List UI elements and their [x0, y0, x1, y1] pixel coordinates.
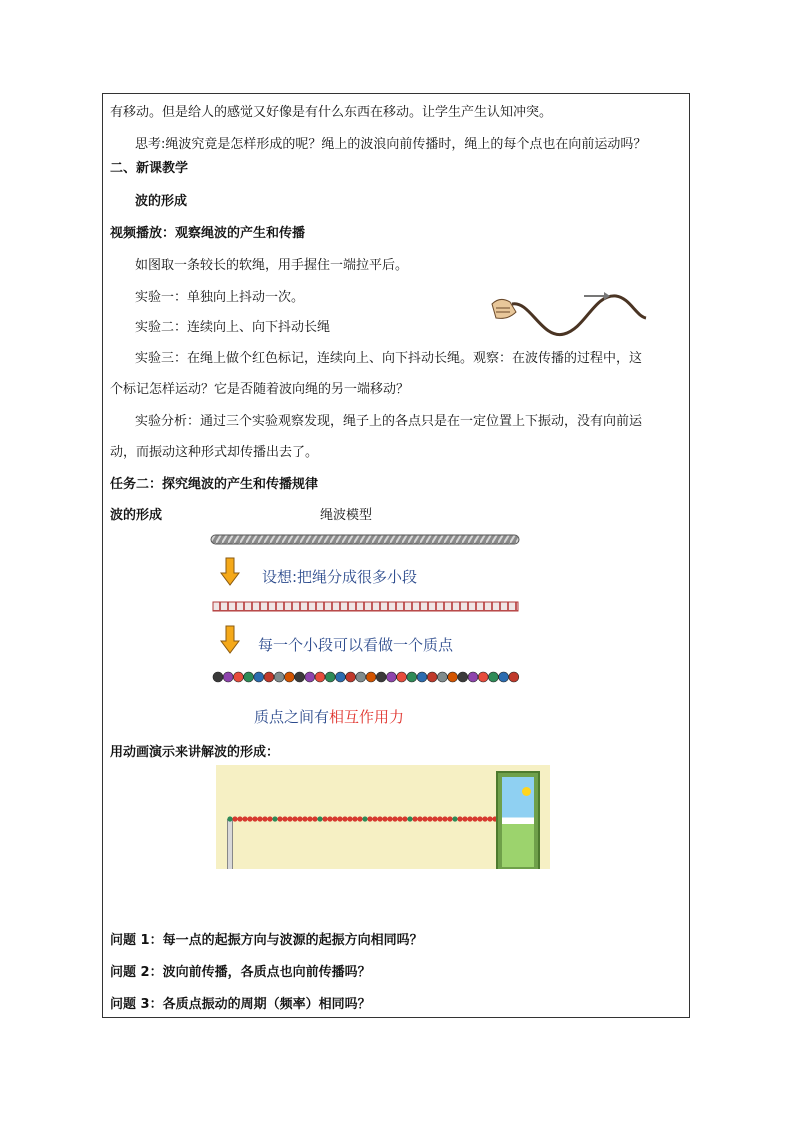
scene-particle	[342, 816, 347, 821]
scene-particle	[227, 816, 232, 821]
gray-rope-icon	[210, 533, 520, 547]
scene-particle	[482, 816, 487, 821]
scene-particle	[302, 816, 307, 821]
scene-particle	[272, 816, 277, 821]
particle-bead	[468, 672, 478, 682]
scene-particle	[347, 816, 352, 821]
particle-bead	[458, 672, 468, 682]
interaction-force-note	[254, 706, 404, 727]
scene-particle	[237, 816, 242, 821]
particle-bead	[488, 672, 498, 682]
scene-particle	[397, 816, 402, 821]
down-arrow-icon	[220, 625, 240, 655]
scene-particle	[257, 816, 262, 821]
scene-particle	[467, 816, 472, 821]
wave-source-post	[227, 819, 233, 869]
scene-particle	[442, 816, 447, 821]
scene-particle	[357, 816, 362, 821]
scene-particle	[477, 816, 482, 821]
scene-particle	[232, 816, 237, 821]
question-2: 问题 2：波向前传播，各质点也向前传播吗？	[110, 965, 371, 980]
particle-bead	[397, 672, 407, 682]
particle-beads-icon	[212, 670, 522, 684]
scene-particle	[267, 816, 272, 821]
scene-particle	[317, 816, 322, 821]
particle-bead	[254, 672, 264, 682]
scene-particle	[372, 816, 377, 821]
interaction-force-prefix: 质点之间有	[254, 708, 330, 726]
scene-particle	[277, 816, 282, 821]
particle-bead	[233, 672, 243, 682]
scene-particle	[417, 816, 422, 821]
scene-particle	[252, 816, 257, 821]
scene-particle	[287, 816, 292, 821]
scene-particle	[247, 816, 252, 821]
wave-animation-scene	[216, 765, 550, 869]
particle-bead	[386, 672, 396, 682]
heading-new-lesson: 二、新课教学	[110, 161, 189, 176]
scene-particle	[422, 816, 427, 821]
particle-bead	[499, 672, 509, 682]
scene-particle	[262, 816, 267, 821]
scene-particle	[322, 816, 327, 821]
particle-bead	[448, 672, 458, 682]
down-arrow-icon	[220, 557, 240, 587]
scene-particle	[297, 816, 302, 821]
scene-particle	[412, 816, 417, 821]
hand-icon	[492, 299, 516, 318]
particle-bead	[284, 672, 294, 682]
paragraph-cognitive-conflict: 有移动。但是给人的感觉又好像是有什么东西在移动。让学生产生认知冲突。	[110, 105, 553, 120]
scene-particle	[352, 816, 357, 821]
paragraph-setup: 如图取一条较长的软绳，用手握住一端拉平后。	[135, 258, 409, 273]
particle-bead	[366, 672, 376, 682]
heading-wave-formation-2: 波的形成	[110, 508, 163, 523]
particle-bead	[478, 672, 488, 682]
particle-bead	[213, 672, 223, 682]
scene-particle	[387, 816, 392, 821]
experiment-2: 实验二：连续向上、向下抖动长绳	[135, 320, 331, 335]
experiment-3-line1: 实验三：在绳上做个红色标记，连续向上、向下抖动长绳。观察：在波传播的过程中，这	[135, 351, 643, 366]
experiment-3-line2: 个标记怎样运动？它是否随着波向绳的另一端移动？	[110, 382, 410, 397]
scene-particle	[312, 816, 317, 821]
window-icon	[496, 771, 540, 869]
scene-particle	[462, 816, 467, 821]
particle-bead	[437, 672, 447, 682]
particle-bead	[407, 672, 417, 682]
question-1: 问题 1：每一点的起振方向与波源的起振方向相同吗？	[110, 933, 423, 948]
scene-particle	[362, 816, 367, 821]
scene-particle	[427, 816, 432, 821]
scene-particle	[337, 816, 342, 821]
scene-particle	[452, 816, 457, 821]
scene-particle	[377, 816, 382, 821]
idea-divide-rope: 设想:把绳分成很多小段	[262, 568, 418, 586]
particle-bead	[376, 672, 386, 682]
particle-bead	[417, 672, 427, 682]
scene-particle	[282, 816, 287, 821]
heading-video-play: 视频播放：观察绳波的产生和传播	[110, 226, 306, 241]
particle-bead	[274, 672, 284, 682]
scene-particle	[437, 816, 442, 821]
scene-particle	[242, 816, 247, 821]
particle-bead	[509, 672, 519, 682]
scene-particle	[447, 816, 452, 821]
scene-particle	[432, 816, 437, 821]
particle-bead	[356, 672, 366, 682]
particle-bead	[305, 672, 315, 682]
scene-particle	[457, 816, 462, 821]
heading-task-two: 任务二：探究绳波的产生和传播规律	[110, 477, 319, 492]
paragraph-think-question: 思考:绳波究竟是怎样形成的呢？绳上的波浪向前传播时，绳上的每个点也在向前运动吗？	[135, 137, 647, 152]
segmented-rope-icon	[212, 601, 520, 613]
particle-bead	[315, 672, 325, 682]
experiment-1: 实验一：单独向上抖动一次。	[135, 290, 305, 305]
particle-bead	[223, 672, 233, 682]
interaction-force-emphasis: 相互作用力	[329, 708, 405, 726]
scene-particle	[327, 816, 332, 821]
scene-particle	[367, 816, 372, 821]
particle-bead	[346, 672, 356, 682]
rope-wave-illustration	[490, 290, 648, 340]
analysis-line1: 实验分析：通过三个实验观察发现，绳子上的各点只是在一定位置上下振动，没有向前运	[135, 414, 643, 429]
scene-particle	[382, 816, 387, 821]
segment-as-particle: 每一个小段可以看做一个质点	[258, 636, 454, 654]
particle-bead	[244, 672, 254, 682]
rope-model-title: 绳波模型	[320, 508, 373, 523]
heading-animation-demo: 用动画演示来讲解波的形成：	[110, 745, 280, 760]
scene-particle	[332, 816, 337, 821]
scene-particle	[402, 816, 407, 821]
sun-icon	[522, 787, 531, 796]
particle-bead	[335, 672, 345, 682]
scene-particle	[472, 816, 477, 821]
scene-particle	[487, 816, 492, 821]
heading-wave-formation: 波的形成	[135, 194, 188, 209]
particle-bead	[325, 672, 335, 682]
scene-particle	[407, 816, 412, 821]
particle-bead	[295, 672, 305, 682]
question-3: 问题 3：各质点振动的周期（频率）相同吗？	[110, 997, 371, 1012]
scene-particle	[292, 816, 297, 821]
particle-bead	[264, 672, 274, 682]
analysis-line2: 动，而振动这种形式却传播出去了。	[110, 445, 319, 460]
scene-particle	[392, 816, 397, 821]
particle-bead	[427, 672, 437, 682]
scene-particle	[307, 816, 312, 821]
